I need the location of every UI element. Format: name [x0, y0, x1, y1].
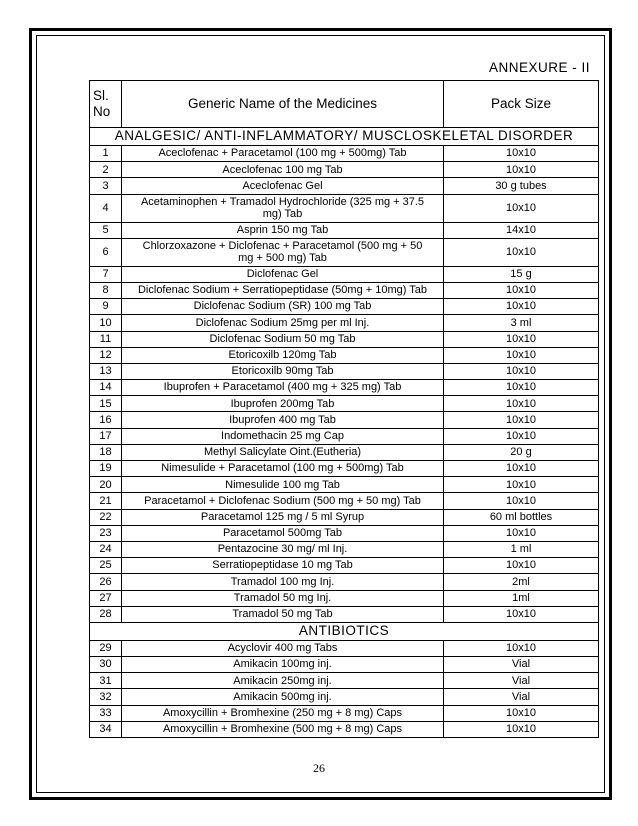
- sl-no-cell: 6: [90, 238, 122, 266]
- pack-size-cell: 10x10: [444, 194, 599, 222]
- sl-no-cell: 29: [90, 640, 122, 656]
- table-row: [90, 266, 599, 282]
- sl-no-cell: 20: [90, 477, 122, 493]
- medicine-name-cell: Ibuprofen + Paracetamol (400 mg + 325 mg) Tab: [122, 380, 444, 396]
- table-row: [90, 428, 599, 444]
- table-row: [90, 380, 599, 396]
- table-row: [90, 396, 599, 412]
- sl-no-cell: 16: [90, 412, 122, 428]
- pack-size-cell: 10x10: [444, 705, 599, 721]
- sl-no-cell: 4: [90, 194, 122, 222]
- table-row: [90, 222, 599, 238]
- table-row: [90, 721, 599, 737]
- sl-no-cell: 9: [90, 299, 122, 315]
- medicine-name-cell: Acyclovir 400 mg Tabs: [122, 640, 444, 656]
- sl-no-cell: 5: [90, 222, 122, 238]
- section-title: ANTIBIOTICS: [90, 622, 599, 640]
- medicine-name-cell: Diclofenac Gel: [122, 266, 444, 282]
- header-sl-no: Sl. No: [90, 81, 122, 128]
- pack-size-cell: 1ml: [444, 590, 599, 606]
- medicine-name-cell: Diclofenac Sodium 50 mg Tab: [122, 331, 444, 347]
- section-header-row: [90, 128, 599, 146]
- sl-no-cell: 1: [90, 146, 122, 162]
- medicine-name-cell: Chlorzoxazone + Diclofenac + Paracetamol (500 mg + 50 mg + 500 mg) Tab: [122, 238, 444, 266]
- table-row: [90, 493, 599, 509]
- table-row: [90, 461, 599, 477]
- table-row: [90, 162, 599, 178]
- sl-no-cell: 28: [90, 606, 122, 622]
- page-number: 26: [313, 761, 325, 775]
- section-title: ANALGESIC/ ANTI-INFLAMMATORY/ MUSCLOSKELETAL DISORDER: [90, 128, 599, 146]
- medicines-table: [89, 80, 599, 738]
- medicine-name-cell: Asprin 150 mg Tab: [122, 222, 444, 238]
- table-row: [90, 282, 599, 298]
- table-row: [90, 315, 599, 331]
- pack-size-cell: 14x10: [444, 222, 599, 238]
- header-generic-name: Generic Name of the Medicines: [122, 81, 444, 128]
- pack-size-cell: Vial: [444, 657, 599, 673]
- pack-size-cell: 2ml: [444, 574, 599, 590]
- medicine-name-cell: Diclofenac Sodium (SR) 100 mg Tab: [122, 299, 444, 315]
- sl-no-cell: 17: [90, 428, 122, 444]
- sl-no-cell: 18: [90, 444, 122, 460]
- sl-no-cell: 7: [90, 266, 122, 282]
- pack-size-cell: 3 ml: [444, 315, 599, 331]
- table-row: [90, 574, 599, 590]
- table-row: [90, 299, 599, 315]
- medicine-name-cell: Tramadol 50 mg Tab: [122, 606, 444, 622]
- pack-size-cell: 10x10: [444, 146, 599, 162]
- medicine-name-cell: Paracetamol 500mg Tab: [122, 525, 444, 541]
- table-row: [90, 178, 599, 194]
- table-row: [90, 673, 599, 689]
- medicine-name-cell: Aceclofenac Gel: [122, 178, 444, 194]
- pack-size-cell: 10x10: [444, 363, 599, 379]
- sl-no-cell: 23: [90, 525, 122, 541]
- table-row: [90, 657, 599, 673]
- table-row: [90, 331, 599, 347]
- table-row: [90, 640, 599, 656]
- pack-size-cell: Vial: [444, 689, 599, 705]
- sl-no-cell: 10: [90, 315, 122, 331]
- pack-size-cell: 10x10: [444, 640, 599, 656]
- table-row: [90, 606, 599, 622]
- medicine-name-cell: Etoricoxilb 90mg Tab: [122, 363, 444, 379]
- pack-size-cell: 10x10: [444, 299, 599, 315]
- medicine-name-cell: Nimesulide 100 mg Tab: [122, 477, 444, 493]
- table-row: [90, 194, 599, 222]
- sl-no-cell: 13: [90, 363, 122, 379]
- pack-size-cell: 10x10: [444, 606, 599, 622]
- sl-no-cell: 32: [90, 689, 122, 705]
- sl-no-cell: 26: [90, 574, 122, 590]
- sl-no-cell: 12: [90, 347, 122, 363]
- pack-size-cell: 10x10: [444, 493, 599, 509]
- sl-no-cell: 15: [90, 396, 122, 412]
- pack-size-cell: 15 g: [444, 266, 599, 282]
- pack-size-cell: 10x10: [444, 396, 599, 412]
- pack-size-cell: 10x10: [444, 721, 599, 737]
- sl-no-cell: 30: [90, 657, 122, 673]
- table-row: [90, 477, 599, 493]
- pack-size-cell: 10x10: [444, 331, 599, 347]
- table-row: [90, 541, 599, 557]
- medicine-name-cell: Acetaminophen + Tramadol Hydrochloride (325 mg + 37.5 mg) Tab: [122, 194, 444, 222]
- table-row: [90, 689, 599, 705]
- sl-no-cell: 33: [90, 705, 122, 721]
- sl-no-cell: 31: [90, 673, 122, 689]
- table-row: [90, 238, 599, 266]
- pack-size-cell: 10x10: [444, 380, 599, 396]
- medicine-name-cell: Nimesulide + Paracetamol (100 mg + 500mg) Tab: [122, 461, 444, 477]
- medicine-name-cell: Tramadol 100 mg Inj.: [122, 574, 444, 590]
- table-row: [90, 444, 599, 460]
- sl-no-cell: 27: [90, 590, 122, 606]
- pack-size-cell: 30 g tubes: [444, 178, 599, 194]
- pack-size-cell: 60 ml bottles: [444, 509, 599, 525]
- medicine-name-cell: Serratiopeptidase 10 mg Tab: [122, 558, 444, 574]
- medicine-name-cell: Amoxycillin + Bromhexine (250 mg + 8 mg) Caps: [122, 705, 444, 721]
- section-header-row: [90, 622, 599, 640]
- table-row: [90, 558, 599, 574]
- pack-size-cell: 10x10: [444, 558, 599, 574]
- table-row: [90, 412, 599, 428]
- medicine-name-cell: Aceclofenac + Paracetamol (100 mg + 500mg) Tab: [122, 146, 444, 162]
- pack-size-cell: Vial: [444, 673, 599, 689]
- annexure-label: ANNEXURE - II: [488, 60, 590, 75]
- table-row: [90, 347, 599, 363]
- table-row: [90, 363, 599, 379]
- pack-size-cell: 10x10: [444, 347, 599, 363]
- sl-no-cell: 8: [90, 282, 122, 298]
- sl-no-cell: 19: [90, 461, 122, 477]
- medicine-name-cell: Amoxycillin + Bromhexine (500 mg + 8 mg) Caps: [122, 721, 444, 737]
- table-header-row: [90, 81, 599, 128]
- sl-no-cell: 3: [90, 178, 122, 194]
- pack-size-cell: 10x10: [444, 412, 599, 428]
- sl-no-cell: 24: [90, 541, 122, 557]
- pack-size-cell: 10x10: [444, 428, 599, 444]
- medicine-name-cell: Methyl Salicylate Oint.(Eutheria): [122, 444, 444, 460]
- pack-size-cell: 20 g: [444, 444, 599, 460]
- table-row: [90, 525, 599, 541]
- medicine-name-cell: Etoricoxilb 120mg Tab: [122, 347, 444, 363]
- sl-no-cell: 34: [90, 721, 122, 737]
- table-row: [90, 509, 599, 525]
- sl-no-cell: 14: [90, 380, 122, 396]
- medicine-name-cell: Amikacin 250mg inj.: [122, 673, 444, 689]
- sl-no-cell: 25: [90, 558, 122, 574]
- pack-size-cell: 10x10: [444, 162, 599, 178]
- medicine-name-cell: Amikacin 100mg inj.: [122, 657, 444, 673]
- table-row: [90, 590, 599, 606]
- pack-size-cell: 10x10: [444, 282, 599, 298]
- pack-size-cell: 1 ml: [444, 541, 599, 557]
- pack-size-cell: 10x10: [444, 525, 599, 541]
- sl-no-cell: 11: [90, 331, 122, 347]
- table-row: [90, 146, 599, 162]
- medicine-name-cell: Pentazocine 30 mg/ ml Inj.: [122, 541, 444, 557]
- header-pack-size: Pack Size: [444, 81, 599, 128]
- medicine-name-cell: Ibuprofen 200mg Tab: [122, 396, 444, 412]
- sl-no-cell: 2: [90, 162, 122, 178]
- medicine-name-cell: Tramadol 50 mg Inj.: [122, 590, 444, 606]
- medicine-name-cell: Amikacin 500mg inj.: [122, 689, 444, 705]
- pack-size-cell: 10x10: [444, 477, 599, 493]
- sl-no-cell: 22: [90, 509, 122, 525]
- medicine-name-cell: Aceclofenac 100 mg Tab: [122, 162, 444, 178]
- sl-no-cell: 21: [90, 493, 122, 509]
- medicine-name-cell: Diclofenac Sodium 25mg per ml Inj.: [122, 315, 444, 331]
- medicine-name-cell: Paracetamol 125 mg / 5 ml Syrup: [122, 509, 444, 525]
- table-row: [90, 705, 599, 721]
- pack-size-cell: 10x10: [444, 461, 599, 477]
- medicine-name-cell: Paracetamol + Diclofenac Sodium (500 mg + 50 mg) Tab: [122, 493, 444, 509]
- medicine-name-cell: Ibuprofen 400 mg Tab: [122, 412, 444, 428]
- pack-size-cell: 10x10: [444, 238, 599, 266]
- medicine-name-cell: Diclofenac Sodium + Serratiopeptidase (50mg + 10mg) Tab: [122, 282, 444, 298]
- medicine-name-cell: Indomethacin 25 mg Cap: [122, 428, 444, 444]
